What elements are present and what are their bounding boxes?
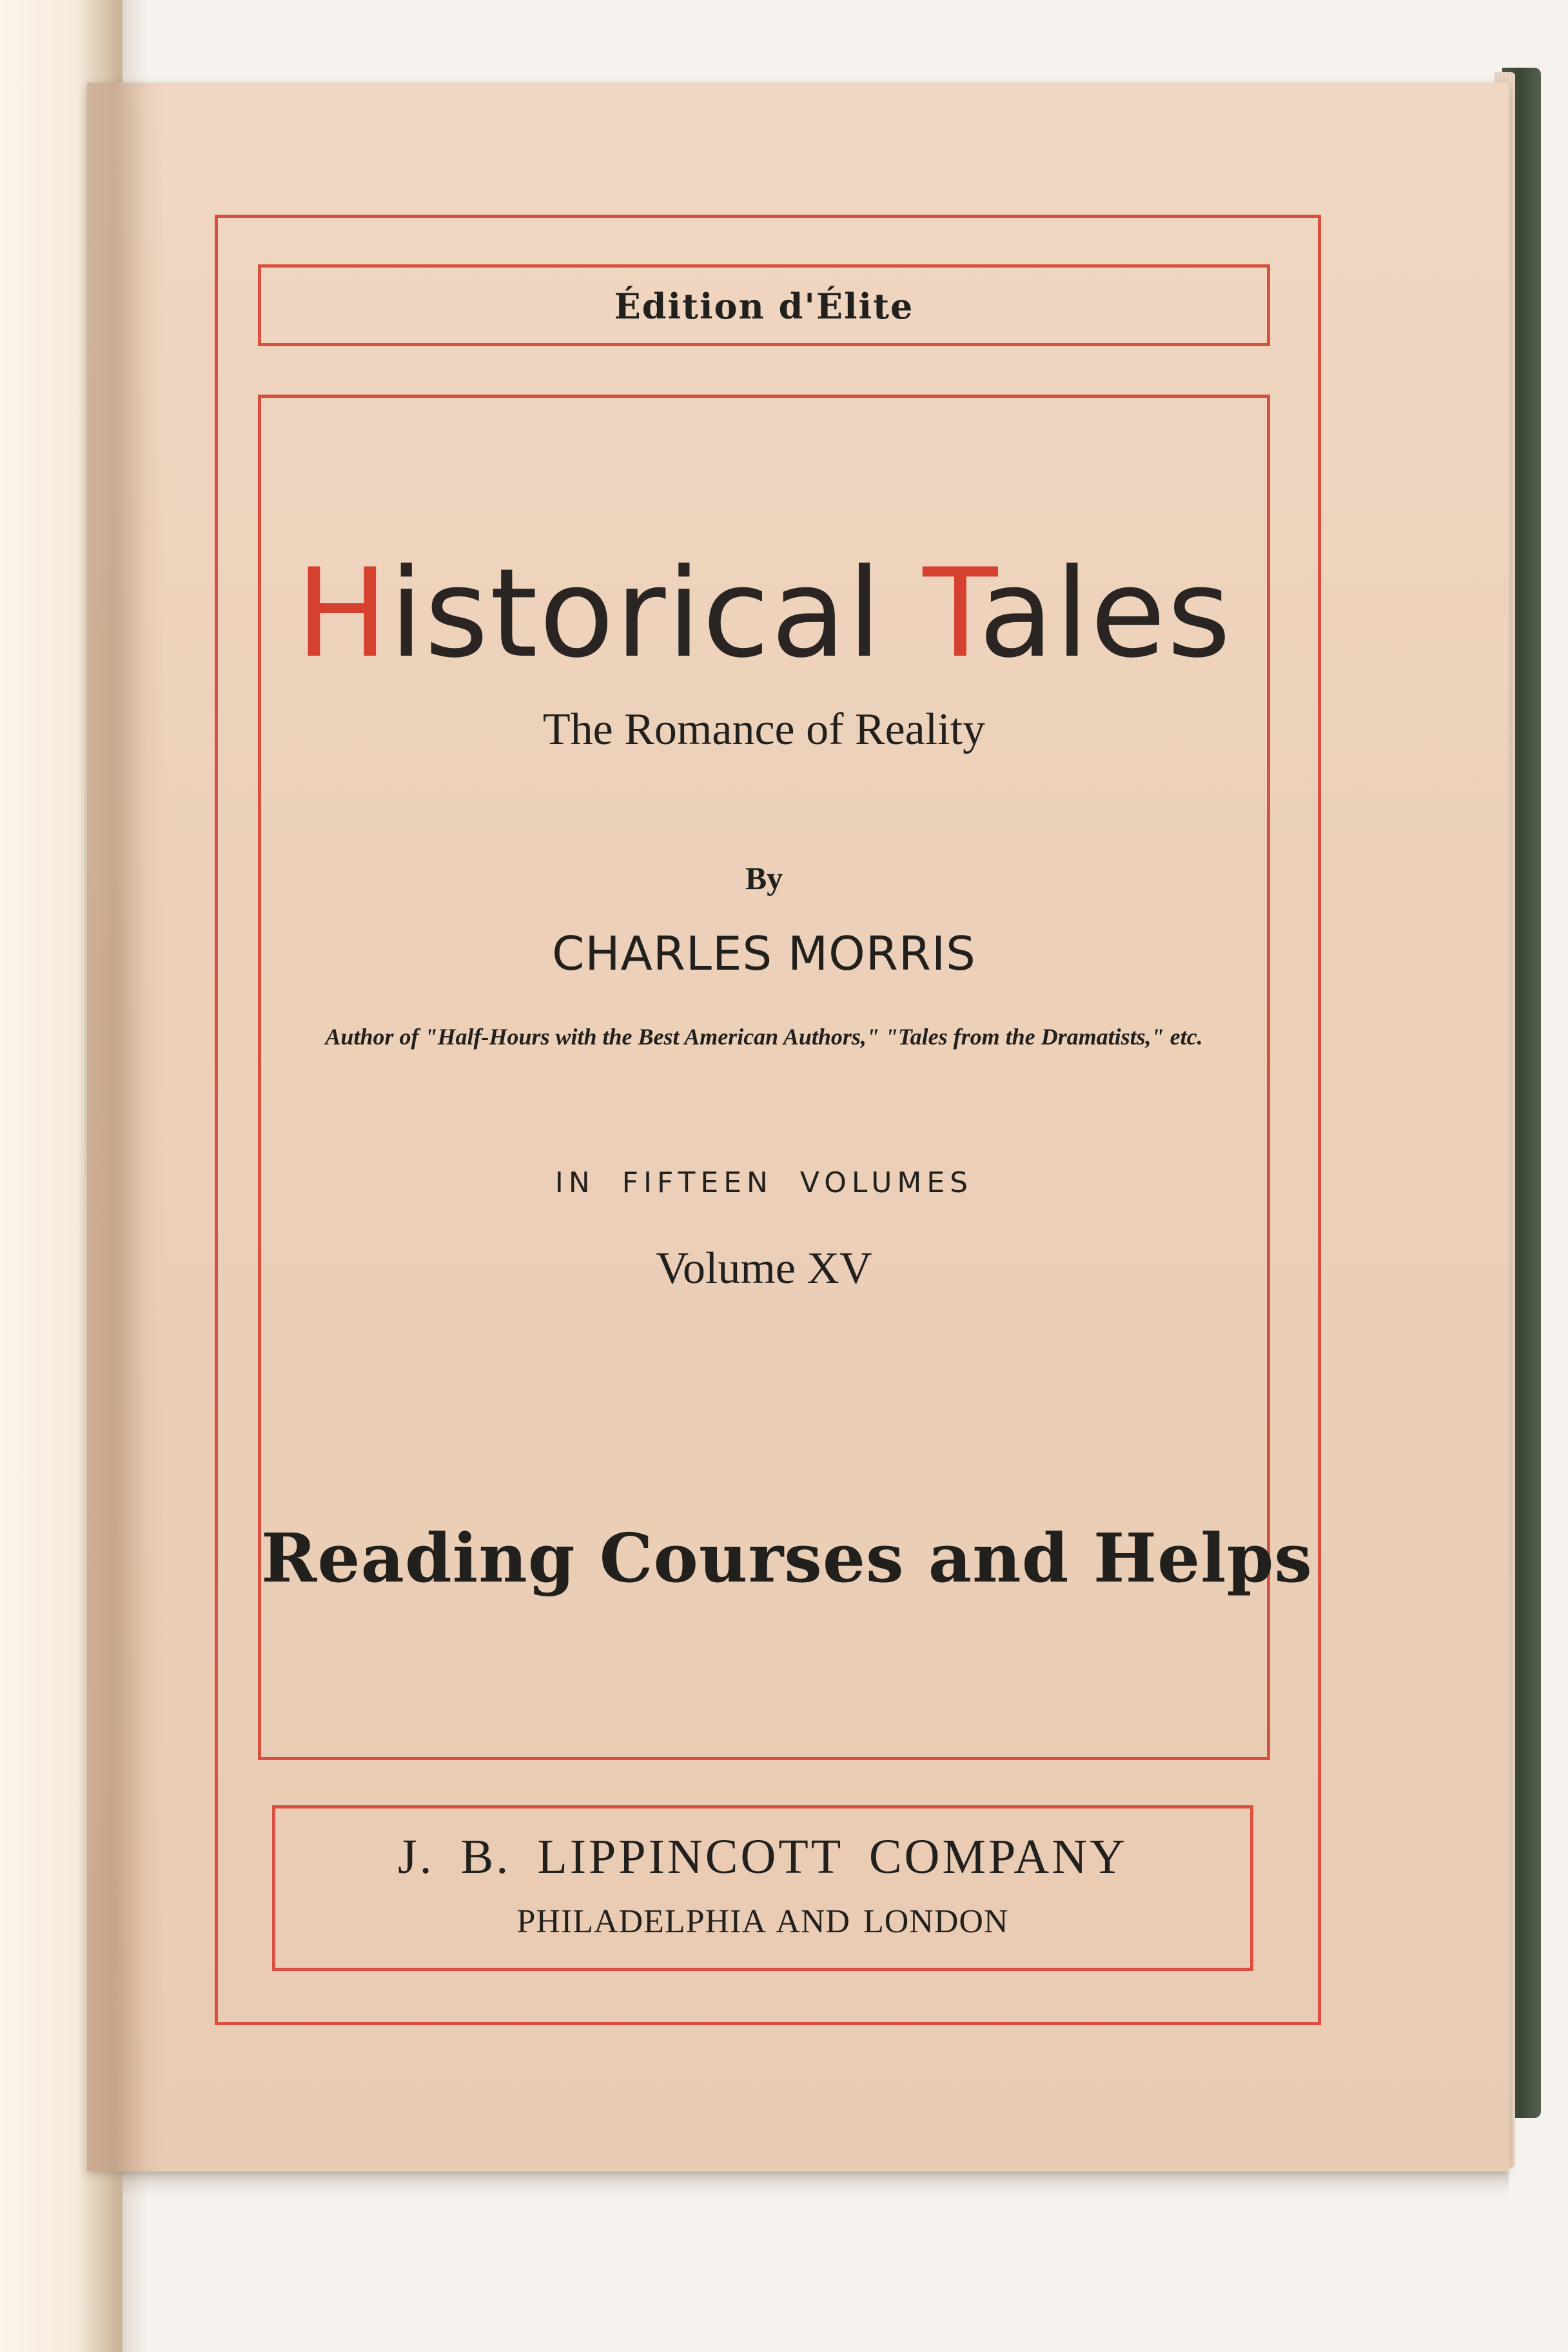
- main-title-box: [258, 395, 1313, 1760]
- volumes-count: IN FIFTEEN VOLUMES: [554, 1166, 974, 1199]
- title-word-rest-1: istorical: [389, 542, 883, 685]
- book-subtitle: The Romance of Reality: [542, 705, 986, 754]
- edition-box: [258, 264, 1270, 346]
- title-initial-h: H: [295, 542, 389, 685]
- author-name: CHARLES MORRIS: [552, 926, 976, 981]
- publisher-box: [272, 1805, 1253, 1971]
- volume-number: Volume XV: [656, 1244, 872, 1293]
- edition-label: Édition d'Élite: [614, 286, 914, 327]
- author-credit: Author of "Half-Hours with the Best American Authors," "Tales from the Dramatists," etc.: [325, 1024, 1203, 1050]
- page-shadow: [122, 2171, 1509, 2197]
- by-label: By: [745, 860, 783, 896]
- title-word-rest-2: ales: [978, 542, 1233, 685]
- volume-subject: Reading Courses and Helps: [261, 1518, 1313, 1598]
- publisher-cities: PHILADELPHIA AND LONDON: [516, 1903, 1009, 1940]
- publisher-name: J. B. LIPPINCOTT COMPANY: [398, 1830, 1128, 1884]
- title-initial-t: T: [923, 542, 979, 685]
- gutter-shadow: [76, 0, 147, 2352]
- book-title: [261, 543, 1267, 685]
